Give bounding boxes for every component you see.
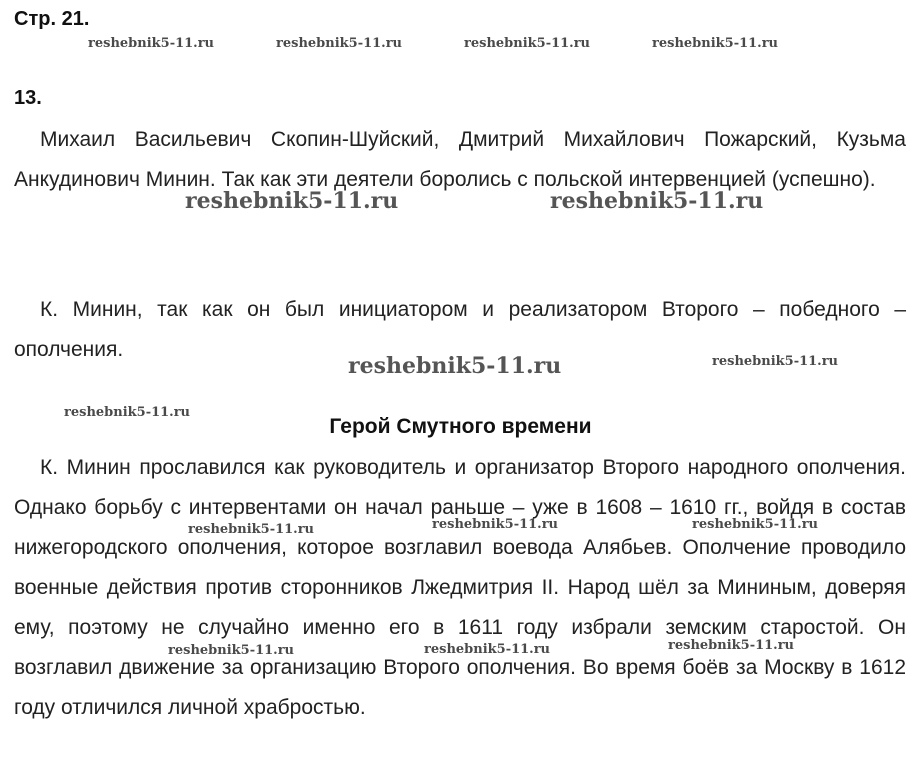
watermark: reshebnik5-11.ru (88, 36, 215, 51)
answer-paragraph-2: К. Минин, так как он был инициатором и реализатором Второго – победного – ополчения. (14, 298, 906, 361)
watermark: reshebnik5-11.ru (712, 354, 839, 369)
watermark: reshebnik5-11.ru (692, 517, 819, 532)
page-number-header: Стр. 21. (14, 8, 90, 30)
essay-paragraph: К. Минин прославился как руководитель и организатор Второго народного ополчения. Однако борьбу с интервентами он начал раньше – уже в 1608 – 1610 гг., войдя в состав нижегородского ополчения, которое возглавил воевода Алябьев. Ополчение проводило военные действия против сторонников Лжедмитрия II. Народ шёл за Мининым, доверяя ему, поэтому не случайно именно его в 1611 году избрали земским старостой. Он возглавил движение за организацию Второго ополчения. Во время боёв за Москву в 1612 году отличился личной храбростью. (14, 456, 906, 719)
watermark: reshebnik5-11.ru (348, 353, 562, 379)
watermark: reshebnik5-11.ru (185, 188, 399, 214)
section-title: Герой Смутного времени (329, 415, 592, 438)
watermark: reshebnik5-11.ru (188, 522, 315, 537)
watermark: reshebnik5-11.ru (432, 517, 559, 532)
answer-paragraph-1: Михаил Васильевич Скопин-Шуйский, Дмитрий Михайлович Пожарский, Кузьма Анкудинович Минин. Так как эти деятели боролись с польской интервенцией (успешно). (14, 128, 906, 191)
watermark: reshebnik5-11.ru (668, 638, 795, 653)
watermark: reshebnik5-11.ru (168, 643, 295, 658)
watermark: reshebnik5-11.ru (464, 36, 591, 51)
task-number: 13. (14, 87, 42, 109)
watermark: reshebnik5-11.ru (64, 405, 191, 420)
watermark: reshebnik5-11.ru (424, 642, 551, 657)
watermark: reshebnik5-11.ru (652, 36, 779, 51)
watermark: reshebnik5-11.ru (550, 188, 764, 214)
watermark: reshebnik5-11.ru (276, 36, 403, 51)
